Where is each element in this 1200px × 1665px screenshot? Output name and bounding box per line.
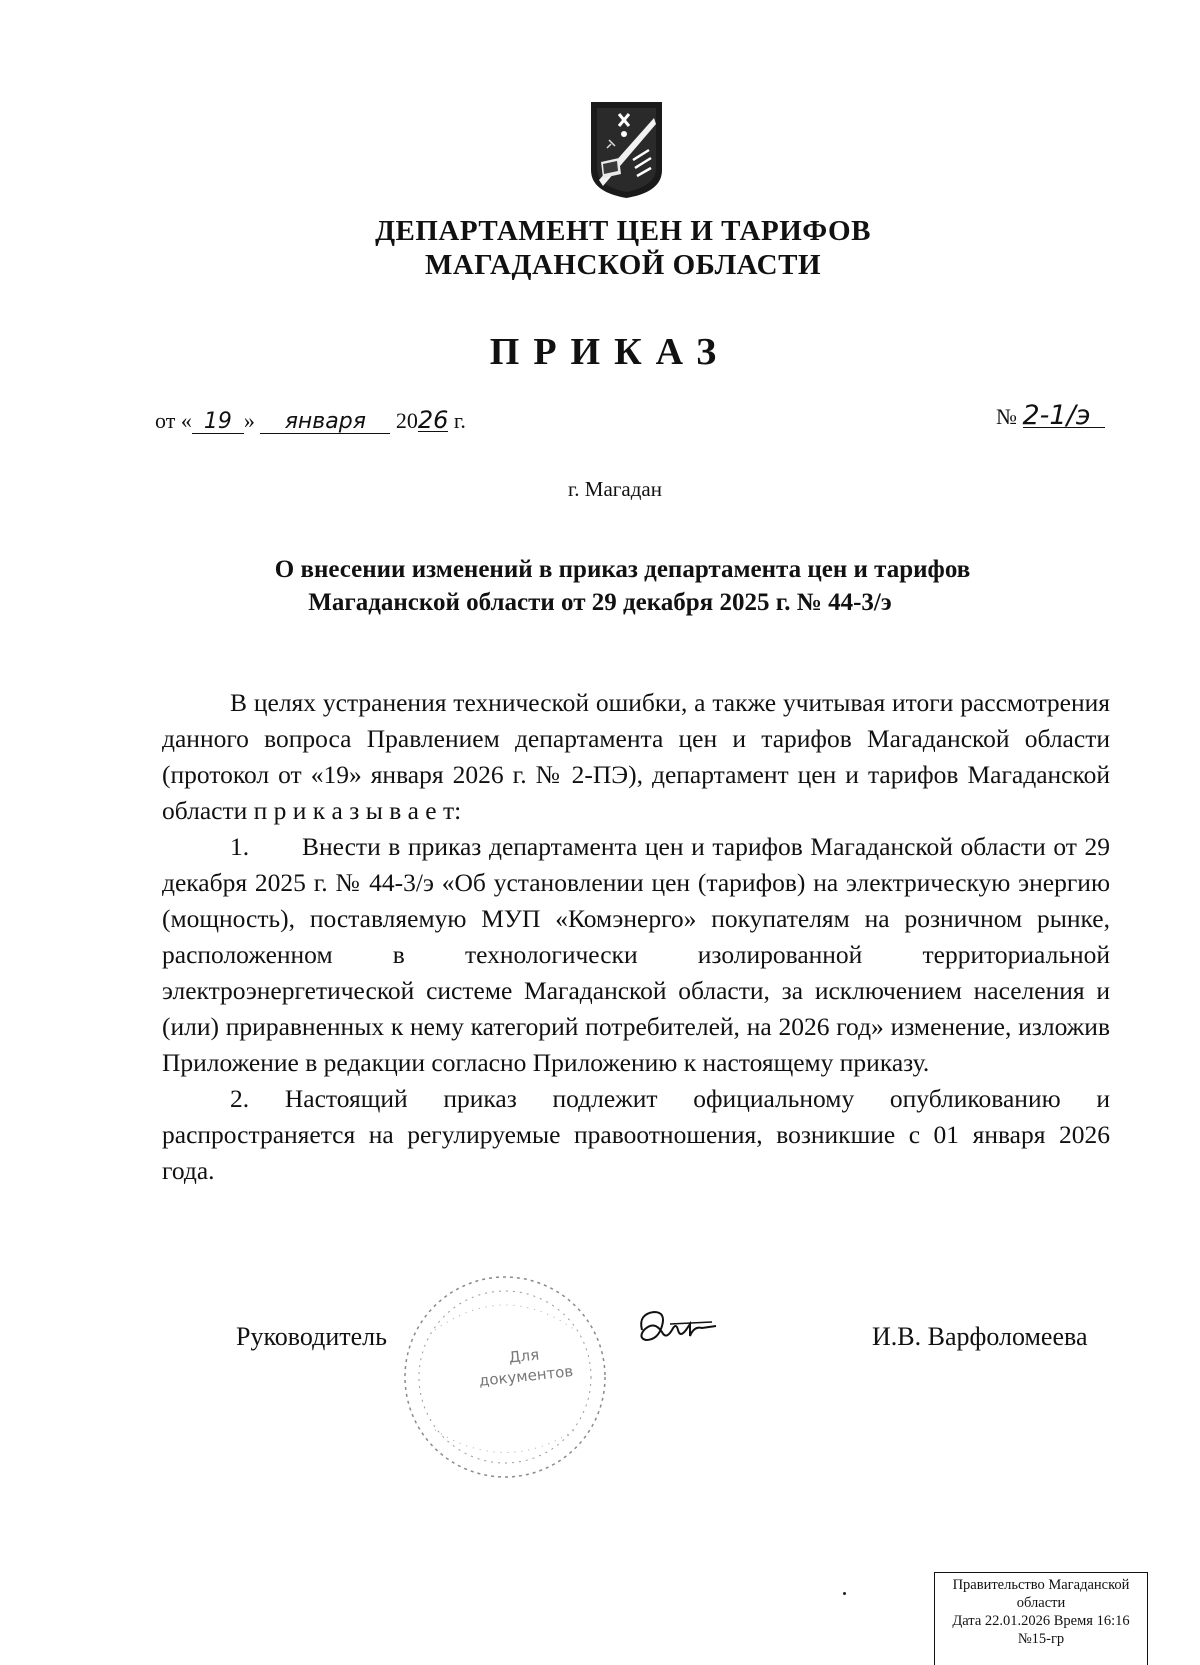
date-mid: » [243,408,255,433]
order-subject [0,553,1200,619]
order-number-line [996,400,1105,431]
stamp-text-line1: Для [507,1345,540,1367]
order-body [162,685,1110,1189]
registration-line2: области [1016,1595,1066,1611]
date-year-end: г. [453,408,466,433]
subject-line1: О внесении изменений в приказ департамента цен и тарифов [274,556,971,583]
registration-line1: Правительство Магаданской [952,1577,1130,1593]
document-type-title: ПРИКАЗ [489,331,731,373]
coat-of-arms-icon [589,100,664,200]
scan-speck [843,1592,846,1595]
organization-name-line2: МАГАДАНСКОЙ ОБЛАСТИ [424,249,822,281]
date-year-prefix: 20 [395,408,418,433]
number-label: № [996,404,1017,429]
registration-line4: №15-гр [1017,1631,1065,1647]
order-number-handwritten: 2-1/э [1023,405,1105,428]
registration-stamp-box [934,1572,1148,1665]
item-2-paragraph: 2. Настоящий приказ подлежит официальному опубликованию и распространяется на регулируемые правоотношения, возникшие с 01 января 2026 года. [162,1084,1110,1185]
subject-line2: Магаданской области от 29 декабря 2025 г. № 44-3/э [308,589,892,616]
stamp-text-line2: документов [478,1362,575,1390]
date-month-handwritten: января [260,411,390,434]
organization-name-line1: ДЕПАРТАМЕНТ ЦЕН И ТАРИФОВ [375,215,871,247]
order-dateline [155,408,466,434]
date-prefix: от « [155,408,192,433]
item-1-paragraph [162,829,1110,1081]
city-line: г. Магадан [568,477,662,501]
intro-paragraph: В целях устранения технической ошибки, а также учитывая итоги рассмотрения данного вопроса Правлением департамента цен и тарифов Магаданской области (протокол от «19» января 2026 г. № 2-ПЭ), департамент цен и тарифов Магаданской области п р и к а з ы в а е т: [162,688,1110,825]
date-day-handwritten: 19 [192,411,244,434]
registration-line3: Дата 22.01.2026 Время 16:16 [952,1613,1130,1629]
item-1-number: 1. [230,832,250,861]
signatory-title: Руководитель [236,1322,387,1351]
date-year-handwritten: 26 [417,406,449,434]
item-1-text: Внести в приказ департамента цен и тарифов Магаданской области от 29 декабря 2025 г. № 44-3/э «Об установлении цен (тарифов) на электрическую энергию (мощность), поставляемую МУП «Комэнерго» покупателям на розничном рынке, расположенном в технологически изолированной территориальной электроэнергетической системе Магаданской области, за исключением населения и (или) приравненных к нему категорий потребителей, на 2026 год» изменение, изложив Приложение в редакции согласно Приложению к настоящему приказу. [162,832,1110,1077]
signatory-name: И.В. Варфоломеева [872,1322,1088,1351]
handwritten-signature-icon [632,1300,722,1360]
